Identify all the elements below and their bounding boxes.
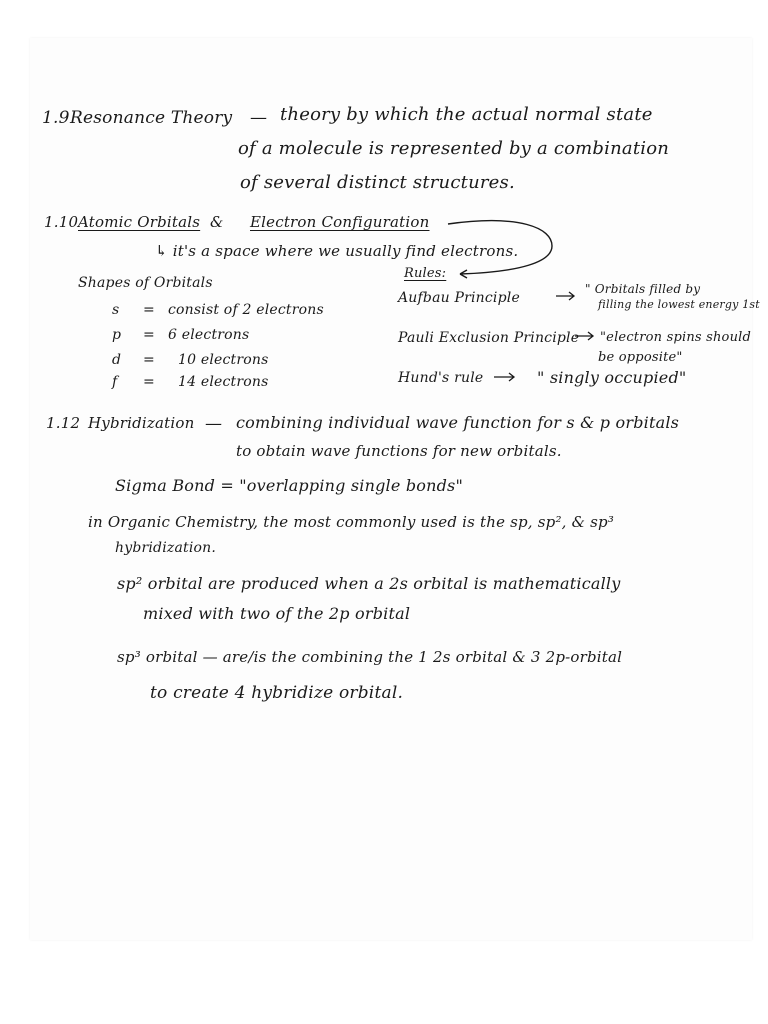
shape-letter-p: p	[112, 327, 122, 343]
shape-text-p: 6 electrons	[168, 327, 250, 343]
curved-arrow-icon	[448, 221, 552, 274]
rule-hund-desc: " singly occupied"	[537, 368, 687, 387]
shape-eq-f: =	[143, 374, 155, 390]
rule-pauli: Pauli Exclusion Principle	[398, 330, 580, 346]
rule-aufbau-desc-2: filling the lowest energy 1st	[598, 298, 760, 311]
section-title-resonance: Resonance Theory	[70, 108, 233, 128]
shape-text-d: 10 electrons	[178, 352, 269, 368]
orbital-definition: ↳ it's a space where we usually find electrons.	[155, 242, 519, 260]
rule-hund: Hund's rule	[398, 370, 484, 386]
section-number-1-12: 1.12	[46, 414, 81, 432]
sp3-line-1: sp³ orbital — are/is the combining the 1 2s orbital & 3 2p-orbital	[117, 648, 623, 666]
section-title-atomic-orbitals: Atomic Orbitals	[78, 213, 201, 231]
organic-line-2: hybridization.	[115, 540, 217, 556]
resonance-def-line-1: theory by which the actual normal state	[280, 104, 653, 125]
sp2-line-2: mixed with two of the 2p orbital	[143, 604, 411, 623]
shape-eq-p: =	[143, 327, 155, 343]
sp3-line-2: to create 4 hybridize orbital.	[150, 683, 404, 703]
rule-aufbau: Aufbau Principle	[398, 290, 520, 306]
sigma-bond: Sigma Bond = "overlapping single bonds"	[115, 476, 464, 495]
section-number-1-10: 1.10	[44, 213, 79, 231]
arrow-right-icon	[575, 332, 593, 340]
hybrid-def-line-2: to obtain wave functions for new orbitals.	[236, 442, 562, 460]
arrow-right-icon	[494, 373, 514, 381]
shape-letter-d: d	[112, 352, 122, 368]
shape-eq-d: =	[143, 352, 155, 368]
rules-heading: Rules:	[404, 266, 447, 281]
shape-letter-s: s	[112, 302, 120, 318]
hybrid-def-line-1: combining individual wave function for s & p orbitals	[236, 413, 680, 432]
section-number-1-9: 1.9	[42, 108, 70, 128]
shapes-heading: Shapes of Orbitals	[78, 275, 213, 291]
rule-pauli-desc-2: be opposite"	[598, 350, 683, 365]
rule-aufbau-desc-1: " Orbitals filled by	[585, 282, 701, 296]
organic-line-1: in Organic Chemistry, the most commonly used is the sp, sp², & sp³	[88, 513, 615, 531]
shape-eq-s: =	[143, 302, 155, 318]
shape-text-f: 14 electrons	[178, 374, 269, 390]
rule-pauli-desc-1: "electron spins should	[600, 330, 752, 345]
shape-letter-f: f	[112, 374, 118, 390]
ampersand: &	[210, 213, 224, 231]
section-title-electron-config: Electron Configuration	[250, 213, 430, 231]
resonance-def-line-2: of a molecule is represented by a combination	[238, 138, 670, 159]
section-title-hybridization: Hybridization	[88, 414, 195, 432]
sp2-line-1: sp² orbital are produced when a 2s orbital is mathematically	[117, 574, 621, 593]
shape-text-s: consist of 2 electrons	[168, 302, 324, 318]
resonance-def-line-3: of several distinct structures.	[240, 172, 515, 193]
section-dash-hybrid: —	[205, 414, 223, 434]
arrow-right-icon	[556, 292, 574, 300]
section-dash: —	[250, 108, 268, 128]
